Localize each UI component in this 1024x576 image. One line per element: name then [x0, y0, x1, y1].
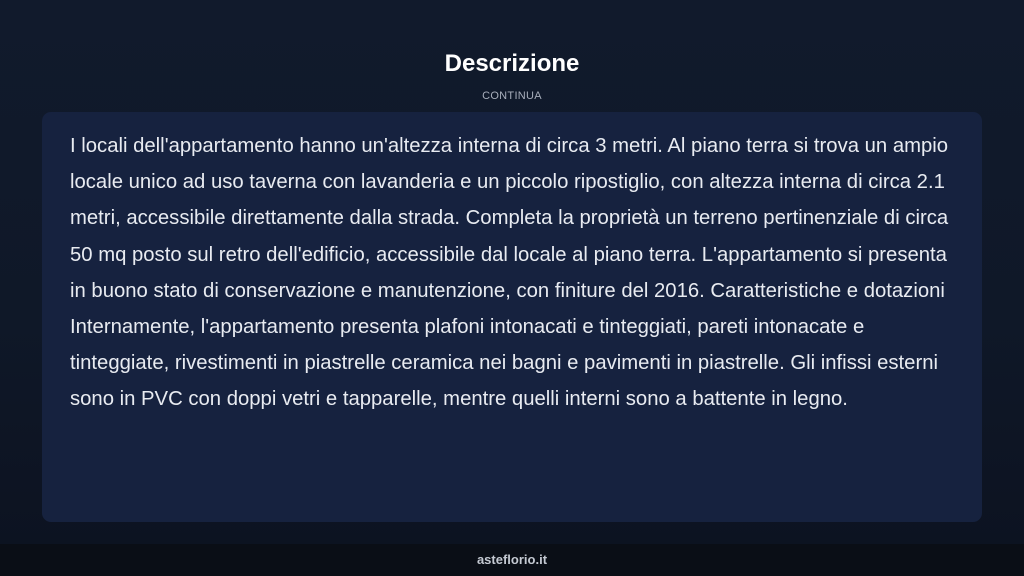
- description-card: [42, 112, 982, 522]
- page-title: Descrizione: [444, 50, 580, 77]
- footer-site-name: asteflorio.it: [476, 552, 548, 567]
- continue-label: CONTINUA: [482, 90, 542, 102]
- description-text: I locali dell'appartamento hanno un'altezza interna di circa 3 metri. Al piano terra si trova un ampio locale unico ad uso taverna con lavanderia e un piccolo ripostiglio, con altezza interna di circa 2.1 metri, accessibile direttamente dalla strada. Completa la proprietà un terreno pertinenziale di circa 50 mq posto sul retro dell'edificio, accessibile dal locale al piano terra. L'appartamento si presenta in buono stato di conservazione e manutenzione, con finiture del 2016. Caratteristiche e dotazioni Internamente, l'appartamento presenta plafoni intonacati e tinteggiati, pareti intonacate e tinteggiate, rivestimenti in piastrelle ceramica nei bagni e pavimenti in piastrelle. Gli infissi esterni sono in PVC con doppi vetri e tapparelle, mentre quelli interni sono a battente in legno.: [70, 135, 949, 411]
